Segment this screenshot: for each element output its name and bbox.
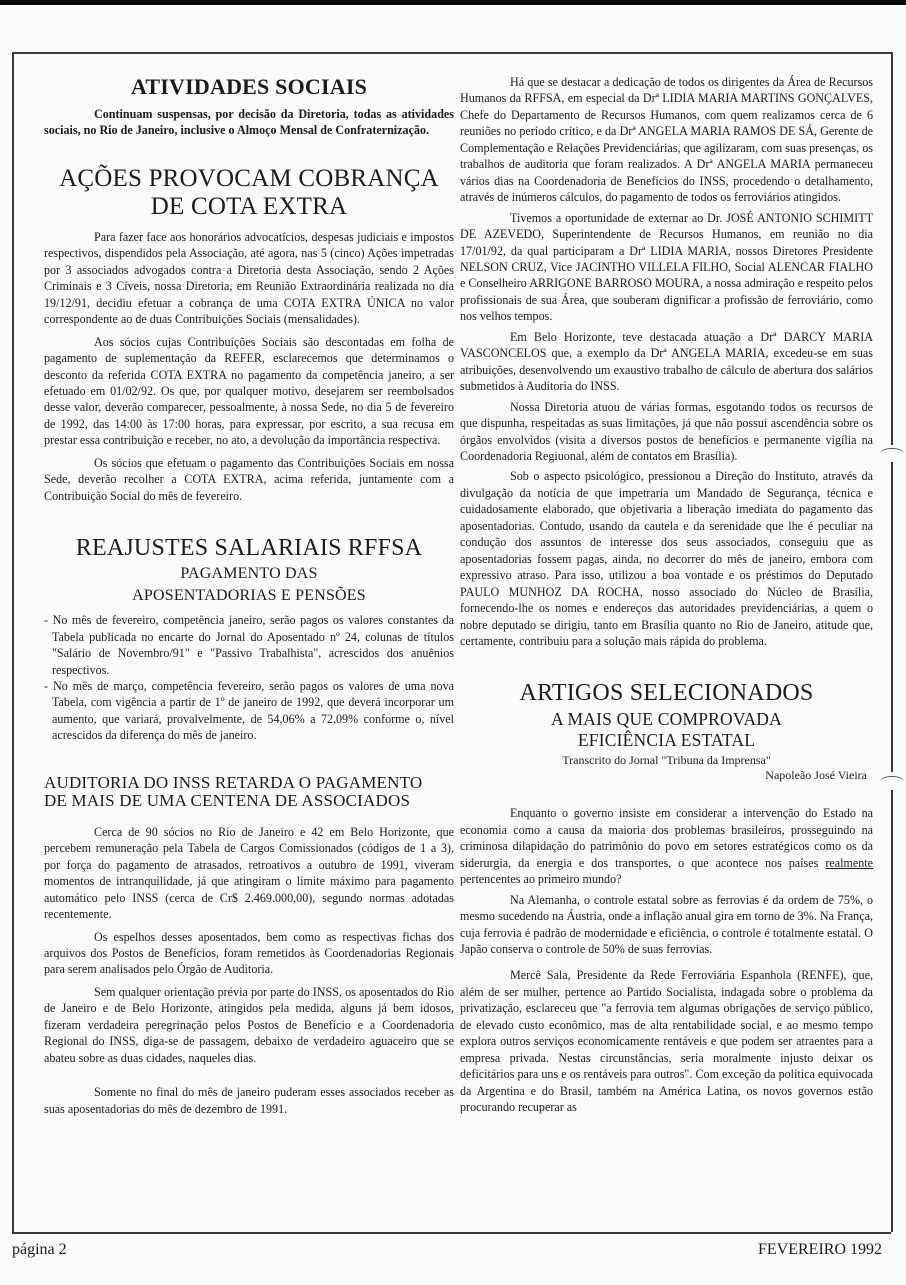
- article-atividades-sociais: [44, 74, 454, 139]
- bullet-item: - No mês de março, competência fevereiro, serão pagos os valores de uma nova Tabela, com vigência a partir de 1º de janeiro de 1992, que deverá incorporar um aumento, que variará, provalvelmente, de 54,06% a 72,09% conforme o, nível acrescidos da diferença do mês de janeiro.: [44, 678, 454, 743]
- subheadline: APOSENTADORIAS E PENSÕES: [132, 587, 366, 605]
- article-reajustes-salariais: [44, 534, 454, 744]
- left-column: [44, 70, 454, 1117]
- page-number: página 2: [12, 1241, 67, 1258]
- subheadline: [460, 709, 873, 751]
- body-paragraph: Nossa Diretoria atuou de várias formas, esgotando todos os recursos de que dispunha, respeitadas as suas limitações, já que não possui ascendência sobre os órgãos envolvidos (visita a diversos postos de benefícios e permanente vigília na Coordenadoria Regiuonal, além de contatos em Brasília).: [460, 399, 873, 463]
- right-column: [460, 70, 873, 1116]
- body-paragraph: Em Belo Horizonte, teve destacada atuação a Drª DARCY MARIA VASCONCELOS que, a exemplo da Drª ANGELA MARIA, excedeu-se em suas atribuições, desenvolvendo um exaustivo trabalho de cálculo de abertura dos salários submetidos à Auditoria do INSS.: [460, 329, 873, 394]
- article-artigos-selecionados: [460, 679, 873, 1115]
- article-auditoria-inss: [44, 774, 454, 1117]
- body-paragraph: Os sócios que efetuam o pagamento das Contribuições Sociais em nossa Sede, deverão recolher a COTA EXTRA, acima referida, juntamente com a Contribuição Social do mês de fevereiro.: [44, 455, 454, 503]
- text-run: Enquanto o governo insiste em considerar a intervenção do Estado na economia como a causa da maioria dos problemas brasileiros, prosseguindo na criminosa dilapidação do patrimônio do povo em setores estratégicos como os da siderurgia, da energia e dos transportes, o que acontece nos países: [460, 806, 873, 870]
- body-paragraph: Aos sócios cujas Contribuições Sociais são descontadas em folha de pagamento de suplementação da REFER, esclarecemos que determinamos o desconto da referida COTA EXTRA no pagamento da competência janeiro, a ser efetuado em 01/02/92. Os que, por qualquer motivo, desejarem ser reembolsados desse valor, deverão comparecer, pessoalmente, à nossa Sede, no dia 5 de fevereiro de 1992, das 14:00 às 17:00 horas, para expressar, por escrito, a sua recusa em prestar essa contribuição e receber, no ato, a devolução da importância respectiva.: [44, 334, 454, 448]
- subheadline-line: EFICIÊNCIA ESTATAL: [577, 730, 756, 751]
- headline: REAJUSTES SALARIAIS RFFSA: [75, 535, 423, 562]
- article-auditoria-continuation: [460, 74, 873, 649]
- body-paragraph: Cerca de 90 sócios no Rio de Janeiro e 42 em Belo Horizonte, que percebem remuneração pela Tabela de Cargos Comissionados (códigos de 1 a 3), por força do pagamento de atrasados, retroativos a outubro de 1991, viveram momentos de intranquilidade, já que atingiram o limite máximo para pagamento automático pelo INSS (cerca de Cr$ 2.469.000,00), segundo normas adotadas recentemente.: [44, 824, 454, 922]
- headline-line: AUDITORIA DO INSS RETARDA O PAGAMENTO: [44, 772, 423, 792]
- body-paragraph: Mercê Sala, Presidente da Rede Ferroviária Espanhola (RENFE), que, além de ser mulher, pertence ao Partido Socialista, indagada sobre o problema da privatização, esclareceu que "a ferrovia tem algumas obrigações de serviço público, de elevado custo econômico, mas de alta rentabilidade social, e ao mesmo tempo explora outros serviços economicamente rentáveis e que podem ser atraentes para a empresa privada. Nestas circunstâncias, seria moralmente injusto deixar os deficitários para uns e os rentáveis para outros". Com exceção da política equivocada da Argentina e do Brasil, também na América Latina, os novos governos estão procurando recuperar as: [460, 968, 873, 1115]
- body-paragraph: Os espelhos desses aposentados, bem como as respectivas fichas dos arquivos dos Postos de Benefícios, foram remetidos às Coordenadorias Regionais para serem analisados pelo Órgão de Auditoria.: [44, 929, 454, 977]
- body-paragraph: Na Alemanha, o controle estatal sobre as ferrovias é da ordem de 75%, o mesmo sucedendo na Áustria, onde a inflação anual gira em torno de 3%. Na França, cuja ferrovia é padrão de modernidade e eficiência, o controle é totalmente estatal. O Japão conserva o controle de 50% de suas ferrovias.: [460, 892, 873, 957]
- headline: [44, 774, 454, 810]
- headline-line: DE COTA EXTRA: [150, 192, 348, 220]
- text-run: pertencentes ao primeiro mundo?: [460, 872, 622, 887]
- headline: ARTIGOS SELECIONADOS: [519, 680, 814, 707]
- frame-curl-ornament: [880, 448, 904, 459]
- top-scan-border: [0, 0, 906, 5]
- article-acoes-cota-extra: [44, 165, 454, 504]
- body-paragraph: Há que se destacar a dedicação de todos os dirigentes da Área de Recursos Humanos da RFFSA, em especial da Drª LIDIA MARIA MARTINS GONÇALVES, Chefe do Departamento de Recursos Humanos, com quem realizamos cerca de 6 reuniões no período crítico, e da Drª ANGELA MARIA RAMOS DE SÁ, Gerente de Complementação e Relações Previdenciárias, que agilizaram, com suas presenças, os trabalhos de auditoria que foram realizados. A Drª ANGELA MARIA permaneceu vários dias na Coordenadoria de Benefícios do INSS, procedendo o detalhamento, através de inúmeros cálculos, do pagamento de todos os ferroviários atingidos.: [460, 75, 873, 205]
- frame-right-edge: [891, 52, 893, 445]
- frame-right-edge: [891, 790, 893, 1232]
- headline: ATIVIDADES SOCIAIS: [130, 74, 368, 99]
- body-paragraph: Para fazer face aos honorários advocatícios, despesas judiciais e impostos respectivos, dispendidos pela Associação, até agora, nas 5 (cinco) Ações impetradas por 3 associados advogados contra a Diretoria desta Associação, sendo 2 Ações Criminais e 3 Cíveis, nossa Diretoria, em Reunião Extraordinária realizada no dia 19/12/91, decidiu efetuar a cobrança de uma COTA EXTRA ÚNICA no valor correspondente ao de duas Contribuições Sociais (mensalidades).: [44, 229, 454, 327]
- body-paragraph: Continuam suspensas, por decisão da Diretoria, todas as atividades sociais, no Rio de Janeiro, inclusive o Almoço Mensal de Confraternização.: [44, 107, 454, 138]
- headline-line: AÇÕES PROVOCAM COBRANÇA: [59, 164, 439, 192]
- body-paragraph: Somente no final do mês de janeiro puderam esses associados receber as suas aposentadorias do mês de dezembro de 1991.: [44, 1085, 454, 1116]
- source-credit: Transcrito do Jornal "Tribuna da Imprensa": [562, 753, 771, 768]
- body-paragraph: Tivemos a oportunidade de externar ao Dr. JOSÉ ANTONIO SCHIMITT DE AZEVEDO, Superintendente de Recursos Humanos, em reunião no dia 17/01/92, da qual participaram a Drª LIDIA MARIA, nossos Diretores Presidente NELSON CRUZ, Vice JACINTHO VILLELA FILHO, Social ALENCAR FIALHO e Conselheiro ARRIGONE BARROSO MOURA, a nossa admiração e respeito pelos profissionais de sua Área, que souberam dignificar a profissão de ferroviário, como nos velhos tempos.: [460, 210, 873, 324]
- body-paragraph: Sob o aspecto psicológico, pressionou a Direção do Instituto, através da divulgação da notícia de que impetraria um Mandado de Segurança, técnica e cuidadosamente elaborado, que objetivaria a liberação imediata do pagamento das aposentadorias. Contudo, usando da cautela e da serenidade que lhe é peculiar na condução dos assuntos de interesse dos seus associados, conseguiu que as aposentadorias fossem pagas, ainda, no decorrer do mês de janeiro, embora com expressivo atraso. Para isso, utilizou a boa vontade e os préstimos do Deputado PAULO MUNHOZ DA ROCHA, nosso associado do Núcleo de Brasília, fornecendo-lhe os nomes e endereços das autoridades previdenciárias, a quem o nobre deputado se dirigiu, tanto em Brasília quanto no Rio de Janeiro, atitude que, certamente, contribuiu para a solução mais rápida do problema.: [460, 469, 873, 648]
- author-byline: Napoleão José Vieira: [765, 768, 867, 783]
- issue-date: FEVEREIRO 1992: [758, 1241, 882, 1258]
- headline-line: DE MAIS DE UMA CENTENA DE ASSOCIADOS: [44, 790, 411, 810]
- body-paragraph: [460, 805, 873, 887]
- underlined-emphasis: realmente: [825, 855, 873, 870]
- subheadline-line: A MAIS QUE COMPROVADA: [551, 709, 782, 730]
- frame-right-edge: [891, 462, 893, 772]
- headline: [44, 165, 454, 221]
- frame-curl-ornament: [880, 776, 904, 787]
- subheadline: PAGAMENTO DAS: [180, 565, 318, 583]
- body-paragraph: Sem qualquer orientação prévia por parte do INSS, os aposentados do Rio de Janeiro e de Belo Horizonte, atingidos pela medida, alguns já bem idosos, fizeram verdadeira peregrinação pelos Postos de Benefício e a Coordenadoria Regional do INSS, diga-se de passagem, debaixo de verdadeiro aguaceiro que se abateu sobre as duas cidades, naqueles dias.: [44, 984, 454, 1065]
- bullet-item: - No mês de fevereiro, competência janeiro, serão pagos os valores constantes da Tabela publicada no encarte do Jornal do Aposentado nº 24, colunas de títulos "Salário de Novembro/91" e "Passivo Trabalhista", acrescidos dos anuênios respectivos.: [44, 613, 454, 677]
